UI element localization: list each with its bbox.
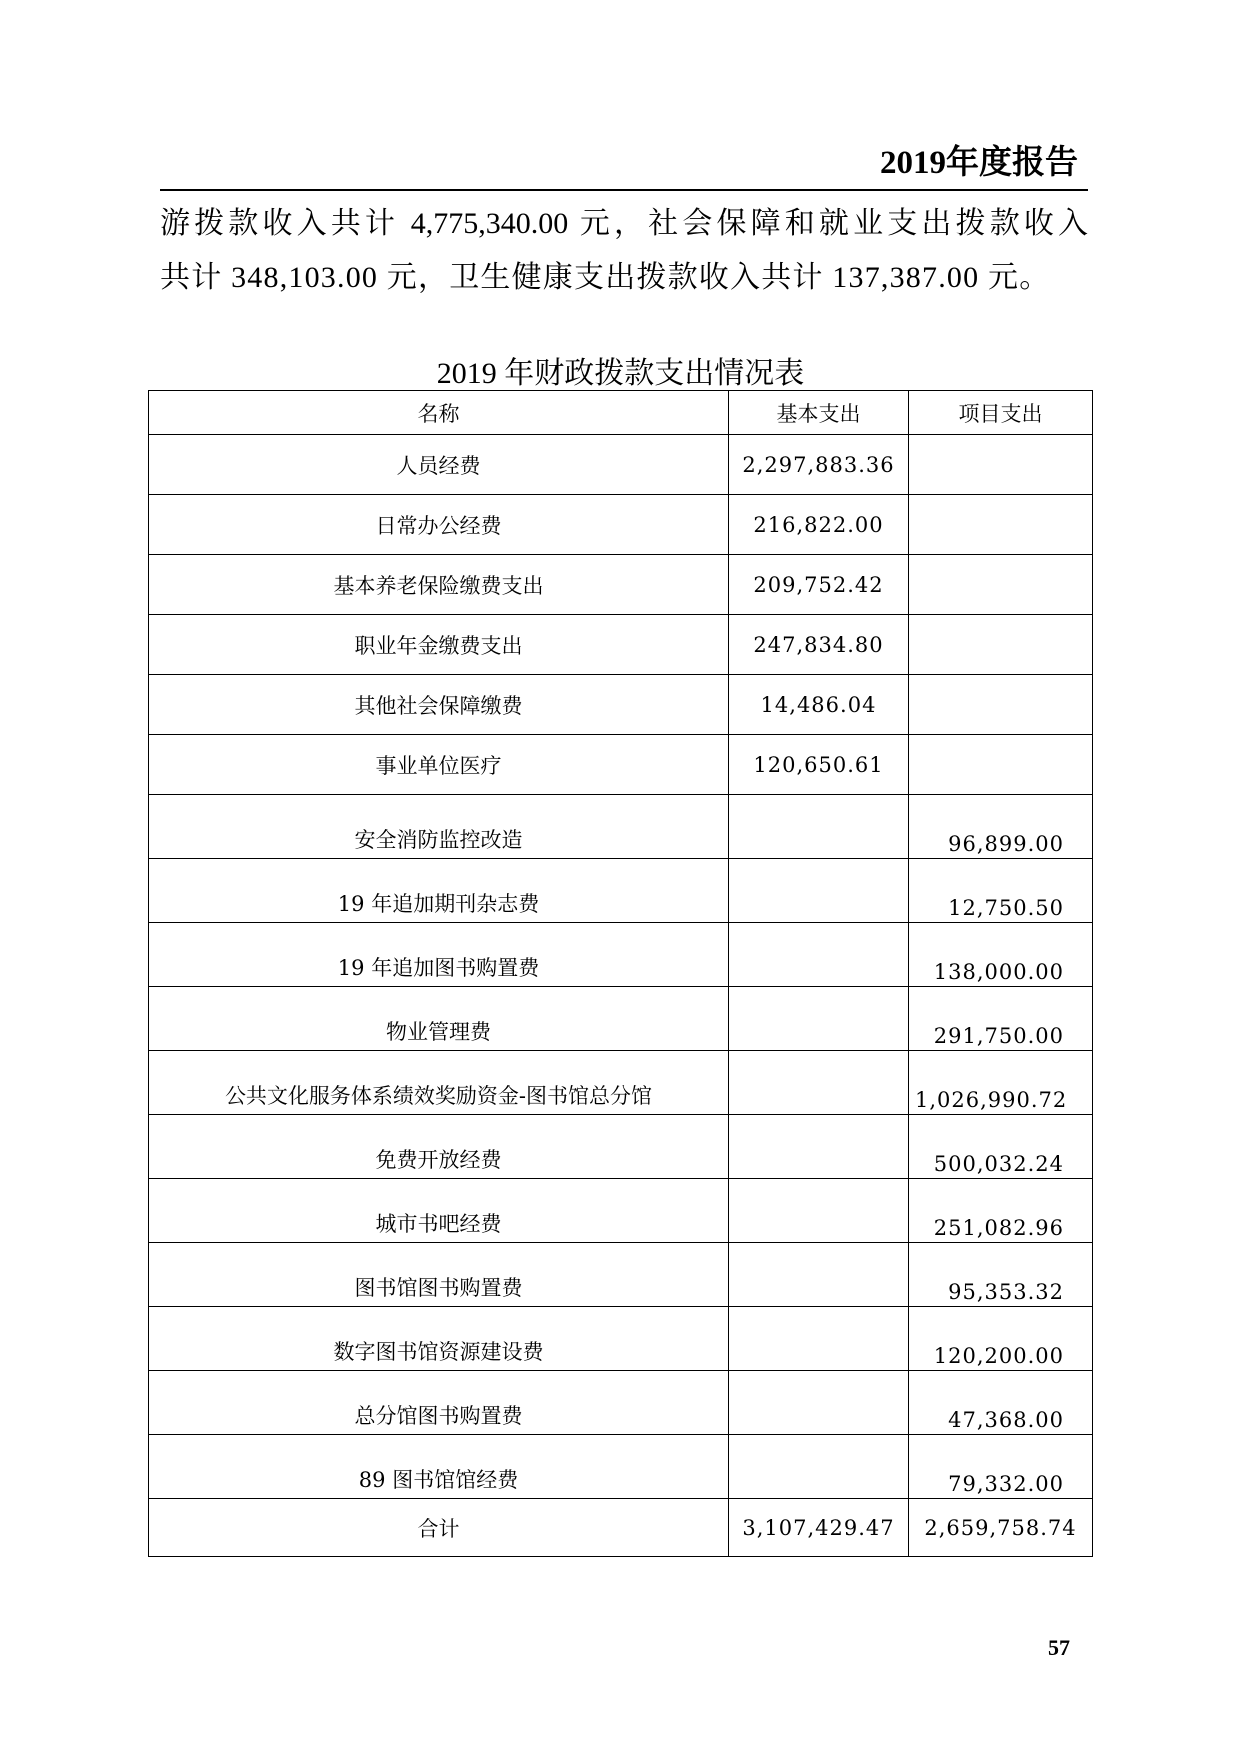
table-row	[149, 735, 1093, 795]
table-row	[149, 1051, 1093, 1115]
total-basic-cell: 3,107,429.47	[729, 1499, 909, 1557]
table-row	[149, 495, 1093, 555]
table-row	[149, 1371, 1093, 1435]
row-project-cell: 12,750.50	[909, 859, 1093, 923]
column-header-name: 名称	[149, 391, 729, 435]
column-header-basic: 基本支出	[729, 391, 909, 435]
row-project-cell	[909, 675, 1093, 735]
row-basic-cell: 209,752.42	[729, 555, 909, 615]
row-project-cell	[909, 735, 1093, 795]
row-name-cell: 基本养老保险缴费支出	[149, 555, 729, 615]
row-basic-cell	[729, 795, 909, 859]
row-basic-cell: 14,486.04	[729, 675, 909, 735]
row-basic-cell: 2,297,883.36	[729, 435, 909, 495]
row-basic-cell	[729, 1179, 909, 1243]
table-row	[149, 615, 1093, 675]
table-total-row	[149, 1499, 1093, 1557]
row-name-cell: 总分馆图书购置费	[149, 1371, 729, 1435]
row-basic-cell	[729, 987, 909, 1051]
row-name-cell: 城市书吧经费	[149, 1179, 729, 1243]
row-basic-cell	[729, 1115, 909, 1179]
row-name-cell: 19 年追加期刊杂志费	[149, 859, 729, 923]
row-name-cell: 物业管理费	[149, 987, 729, 1051]
row-project-cell: 95,353.32	[909, 1243, 1093, 1307]
row-name-cell: 免费开放经费	[149, 1115, 729, 1179]
row-name-cell: 安全消防监控改造	[149, 795, 729, 859]
row-basic-cell	[729, 1435, 909, 1499]
row-project-cell: 500,032.24	[909, 1115, 1093, 1179]
table-row	[149, 1179, 1093, 1243]
total-project-cell: 2,659,758.74	[909, 1499, 1093, 1557]
page-number: 57	[1048, 1635, 1070, 1660]
expenditure-table	[148, 390, 1093, 1557]
row-project-cell: 291,750.00	[909, 987, 1093, 1051]
row-basic-cell: 216,822.00	[729, 495, 909, 555]
row-project-cell	[909, 435, 1093, 495]
row-project-cell	[909, 555, 1093, 615]
row-name-cell: 公共文化服务体系绩效奖励资金-图书馆总分馆	[149, 1051, 729, 1115]
table-row	[149, 987, 1093, 1051]
row-project-cell	[909, 495, 1093, 555]
table-row	[149, 1307, 1093, 1371]
table-row	[149, 675, 1093, 735]
table-row	[149, 1243, 1093, 1307]
table-row	[149, 795, 1093, 859]
total-name-cell: 合计	[149, 1499, 729, 1557]
table-row	[149, 435, 1093, 495]
row-project-cell: 251,082.96	[909, 1179, 1093, 1243]
column-header-project: 项目支出	[909, 391, 1093, 435]
row-project-cell: 1,026,990.72	[909, 1051, 1093, 1115]
expenditure-table-body	[149, 391, 1093, 1557]
row-basic-cell	[729, 859, 909, 923]
row-project-cell	[909, 615, 1093, 675]
row-project-cell: 120,200.00	[909, 1307, 1093, 1371]
row-name-cell: 日常办公经费	[149, 495, 729, 555]
row-name-cell: 图书馆图书购置费	[149, 1243, 729, 1307]
table-title: 2019 年财政拨款支出情况表	[436, 357, 805, 390]
table-row	[149, 1435, 1093, 1499]
row-name-cell: 其他社会保障缴费	[149, 675, 729, 735]
row-project-cell: 96,899.00	[909, 795, 1093, 859]
paragraph-line-1: 游拨款收入共计 4,775,340.00 元，社会保障和就业支出拨款收入	[160, 207, 1088, 240]
row-project-cell: 47,368.00	[909, 1371, 1093, 1435]
row-name-cell: 19 年追加图书购置费	[149, 923, 729, 987]
row-name-cell: 事业单位医疗	[149, 735, 729, 795]
table-row	[149, 923, 1093, 987]
row-basic-cell	[729, 1243, 909, 1307]
row-project-cell: 79,332.00	[909, 1435, 1093, 1499]
row-basic-cell	[729, 923, 909, 987]
row-basic-cell: 247,834.80	[729, 615, 909, 675]
paragraph-line-2: 共计 348,103.00 元，卫生健康支出拨款收入共计 137,387.00 元。	[160, 261, 1051, 294]
table-row	[149, 1115, 1093, 1179]
header-rule	[160, 189, 1088, 191]
row-name-cell: 人员经费	[149, 435, 729, 495]
row-name-cell: 职业年金缴费支出	[149, 615, 729, 675]
row-name-cell: 数字图书馆资源建设费	[149, 1307, 729, 1371]
report-header-title: 2019年度报告	[880, 145, 1078, 181]
table-header-row	[149, 391, 1093, 435]
row-basic-cell	[729, 1307, 909, 1371]
table-row	[149, 555, 1093, 615]
row-project-cell: 138,000.00	[909, 923, 1093, 987]
row-basic-cell: 120,650.61	[729, 735, 909, 795]
row-basic-cell	[729, 1051, 909, 1115]
row-basic-cell	[729, 1371, 909, 1435]
table-row	[149, 859, 1093, 923]
row-name-cell: 89 图书馆馆经费	[149, 1435, 729, 1499]
